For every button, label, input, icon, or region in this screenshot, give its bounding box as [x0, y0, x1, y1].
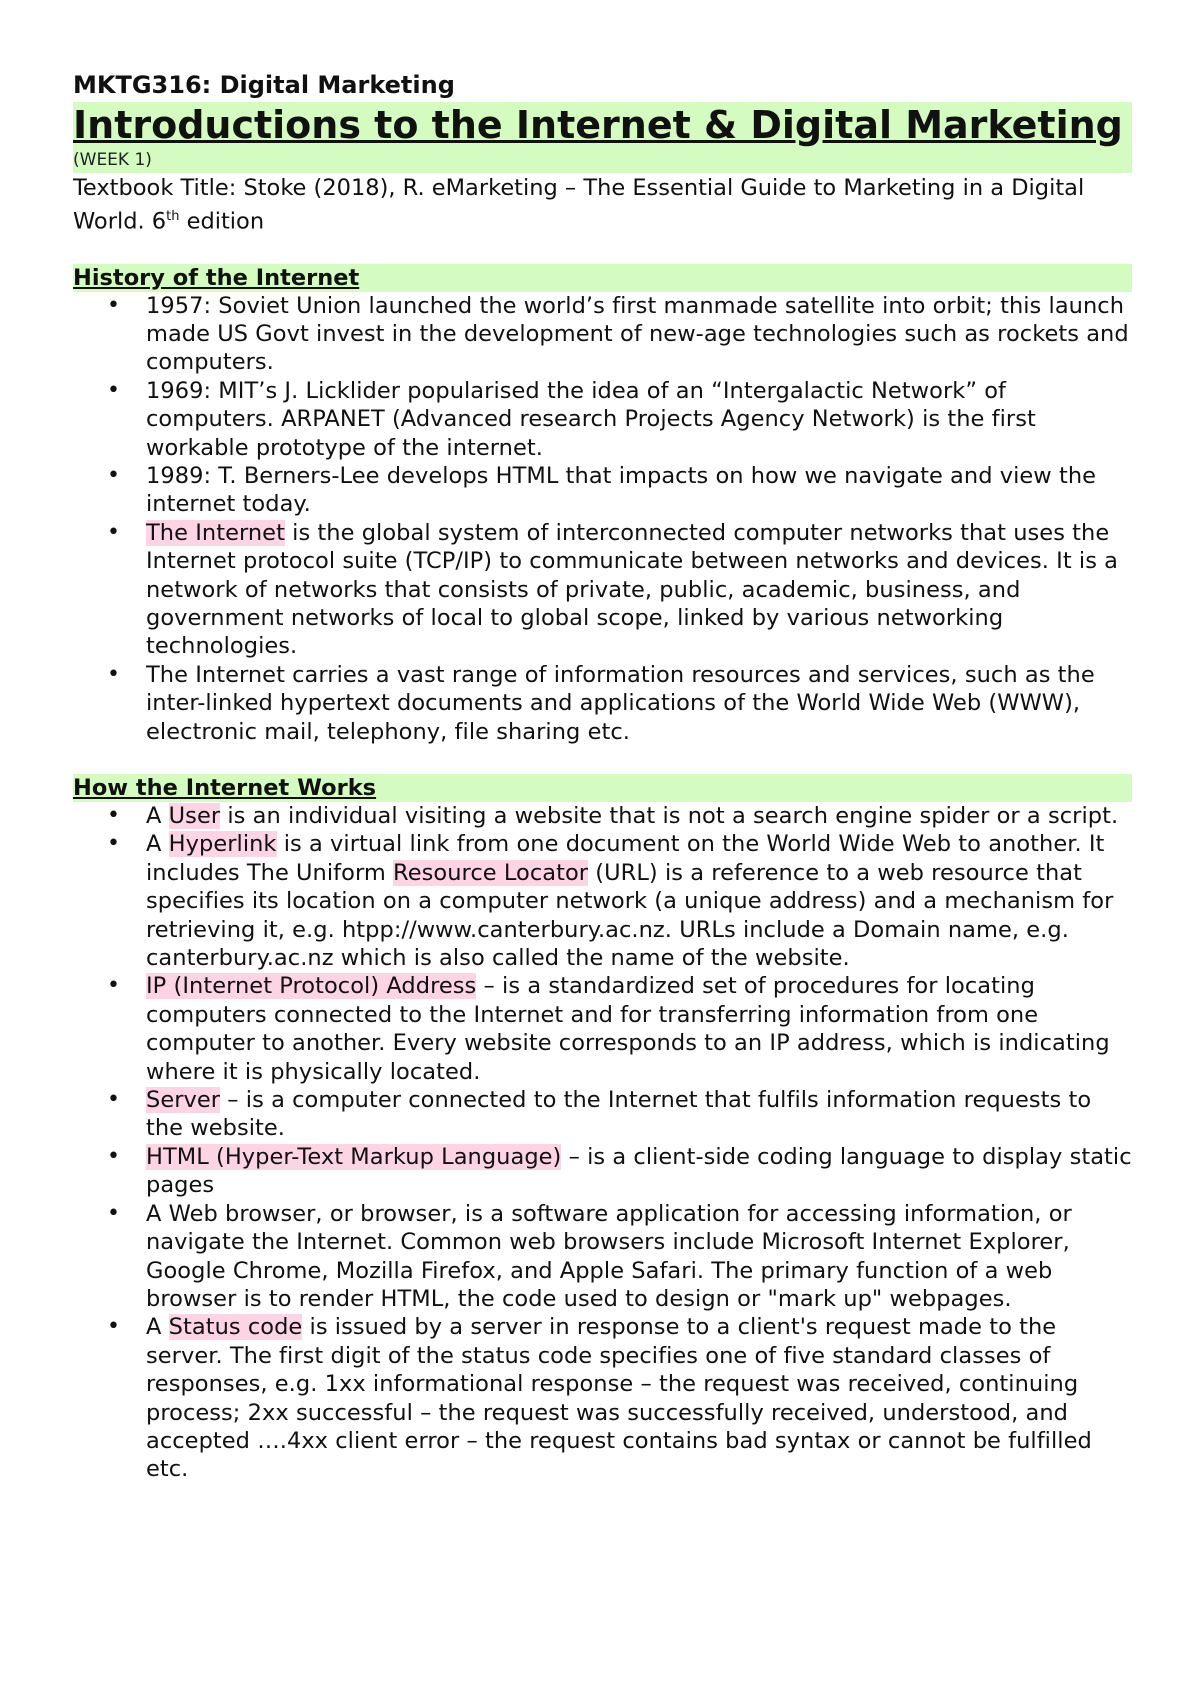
- item-text: is an individual visiting a website that is not a search engine spider or a script.: [220, 803, 1119, 829]
- textbook-main: Textbook Title: Stoke (2018), R. eMarketing – The Essential Guide to Marketing in a Digital World. 6: [73, 175, 1085, 234]
- bullet-icon: •: [107, 1314, 121, 1340]
- highlighted-term: User: [168, 803, 221, 829]
- history-list: [73, 292, 1132, 747]
- list-item: [107, 519, 1132, 661]
- item-text: is a virtual link from one document on the World Wide Web to another. It includes The Uniform: [146, 831, 1105, 886]
- item-text: – is a computer connected to the Internet that fulfils information requests to the website.: [146, 1087, 1092, 1142]
- bullet-icon: •: [107, 661, 121, 687]
- document-title: Introductions to the Internet & Digital Marketing: [73, 103, 1123, 147]
- title-block: [73, 102, 1132, 173]
- bullet-icon: •: [107, 377, 121, 403]
- textbook-tail: edition: [179, 208, 265, 234]
- bullet-icon: •: [107, 292, 121, 318]
- item-text: A Web browser, or browser, is a software application for accessing information, or navigate the Internet. Common web browsers include Microsoft Internet Explorer, Google Chrome, Mozilla Firefox, and Apple Safari. The primary function of a web browser is to render HTML, the code used to design or "mark up" webpages.: [146, 1200, 1072, 1312]
- highlighted-term: HTML (Hyper-Text Markup Language): [146, 1143, 562, 1170]
- item-text: – is a client-side coding language to display static pages: [146, 1143, 1132, 1199]
- item-text: – is a standardized set of procedures for locating computers connected to the Internet and for transferring information from one computer to another. Every website corresponds to an IP address, which is indicating where it is physically located.: [146, 973, 1110, 1085]
- list-item: [107, 661, 1132, 746]
- bullet-icon: •: [107, 1200, 121, 1226]
- bullet-icon: •: [107, 1143, 121, 1169]
- item-text: is issued by a server in response to a client's request made to the server. The first digit of the status code specifies one of five standard classes of responses, e.g. 1xx informational response – the request was received, continuing process; 2xx successful – the request was successfully received, understood, and accepted ….4xx client error – the request contains bad syntax or cannot be fulfilled etc.: [146, 1314, 1092, 1483]
- bullet-icon: •: [107, 519, 121, 545]
- textbook-reference: [73, 175, 1132, 236]
- item-text-continued: (URL) is a reference to a web resource that specifies its location on a computer network (a unique address) and a mechanism for retrieving it, e.g. htpp://www.canterbury.ac.nz. URLs include a Domain name, e.g. canterbury.ac.nz which is also called the name of the website.: [146, 859, 1114, 972]
- highlighted-term: Server: [146, 1087, 221, 1114]
- item-text: is the global system of interconnected computer networks that uses the Internet protocol suite (TCP/IP) to communicate between networks and devices. It is a network of networks that consists of private, public, academic, business, and government networks of local to global scope, linked by various networking technologies.: [146, 519, 1119, 660]
- bullet-icon: •: [107, 973, 121, 999]
- item-prefix: A: [146, 1314, 169, 1341]
- list-item: [107, 830, 1132, 972]
- list-item: [107, 1143, 1132, 1200]
- highlighted-term: Resource Locator: [393, 859, 589, 886]
- highlighted-term: The Internet: [146, 519, 285, 546]
- bullet-icon: •: [107, 831, 121, 857]
- item-text: 1957: Soviet Union launched the world’s first manmade satellite into orbit; this launch made US Govt invest in the development of new-age technologies such as rockets and computers.: [146, 292, 1129, 376]
- list-item: [107, 972, 1132, 1086]
- highlighted-term: IP (Internet Protocol) Address: [146, 973, 477, 1000]
- highlighted-term: Status code: [168, 1314, 303, 1341]
- item-prefix: A: [146, 803, 169, 829]
- list-item: [107, 462, 1132, 519]
- section-heading-history: History of the Internet: [73, 264, 1132, 292]
- section-heading-how: How the Internet Works: [73, 774, 1132, 802]
- item-text: 1969: MIT’s J. Licklider popularised the idea of an “Intergalactic Network” of computers. ARPANET (Advanced research Projects Agency Network) is the first workable prototype of the internet.: [146, 377, 1036, 461]
- highlighted-term: Hyperlink: [168, 831, 277, 858]
- textbook-superscript: th: [166, 208, 180, 224]
- list-item: [107, 292, 1132, 377]
- item-text: 1989: T. Berners-Lee develops HTML that impacts on how we navigate and view the internet today.: [146, 462, 1097, 518]
- bullet-icon: •: [107, 462, 121, 488]
- item-prefix: A: [146, 831, 169, 858]
- bullet-icon: •: [107, 803, 121, 828]
- bullet-icon: •: [107, 1087, 121, 1113]
- item-text: The Internet carries a vast range of information resources and services, such as the inter-linked hypertext documents and applications of the World Wide Web (WWW), electronic mail, telephony, file sharing etc.: [146, 661, 1095, 745]
- course-code: MKTG316: Digital Marketing: [73, 71, 455, 99]
- list-item: [107, 1086, 1132, 1143]
- list-item: [107, 1200, 1132, 1314]
- how-list: [73, 802, 1132, 1484]
- list-item: [107, 377, 1132, 462]
- list-item: [107, 1313, 1132, 1483]
- list-item: [107, 802, 1132, 830]
- week-label: (WEEK 1): [73, 150, 152, 170]
